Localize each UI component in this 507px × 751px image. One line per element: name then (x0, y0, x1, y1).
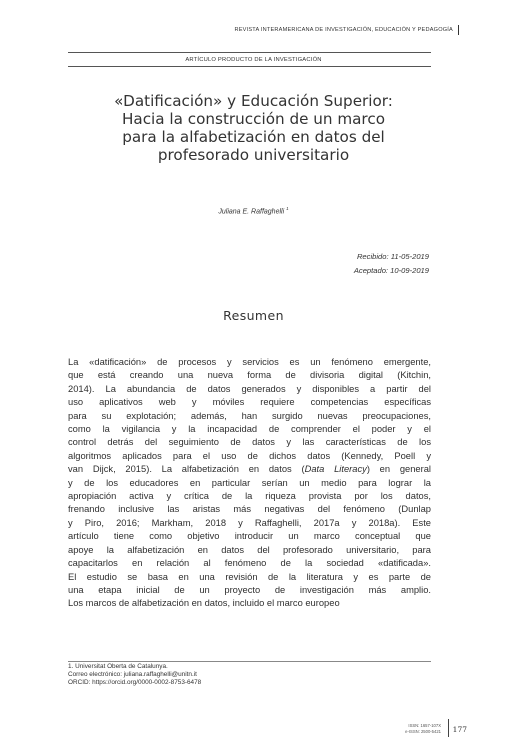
italic-term: Data Literacy (304, 464, 367, 475)
title-line: Hacia la construcción de un marco (121, 110, 385, 128)
issn-divider (448, 719, 449, 737)
section-rule-top (68, 52, 431, 53)
abstract-line: y de los educadores en particular serían un medio para lograr la (68, 477, 431, 488)
abstract-body (68, 356, 431, 611)
abstract-line: El estudio se basa en una revisión de la literatura y es parte de (68, 571, 431, 582)
footnote-orcid: ORCID: https://orcid.org/0000-0002-8753-6478 (68, 679, 202, 686)
abstract-line: frenando inclusive las aristas más negativas del fenómeno (Dunlap (68, 504, 431, 515)
footnote-affiliation: 1. Universitat Oberta de Catalunya. (68, 663, 168, 670)
title-line: profesorado universitario (157, 146, 350, 164)
abstract-line: capacitarlos en relación al fenómeno de la sociedad «datificada». (68, 558, 431, 569)
author-line (0, 206, 507, 215)
footnotes (68, 663, 431, 687)
author-footnote-mark: 1 (286, 206, 289, 211)
abstract-heading: Resumen (223, 308, 284, 323)
abstract-line: que está creando una nueva forma de divisoria digital (Kitchin, (68, 370, 431, 381)
abstract-line: para su explotación; además, han surgido nuevas preocupaciones, (68, 410, 431, 421)
author-name: Juliana E. Raffaghelli (218, 208, 285, 216)
received-date: Recibido: 11-05-2019 (356, 252, 429, 261)
section-label: ARTÍCULO PRODUCTO DE LA INVESTIGACIÓN (185, 57, 322, 63)
abstract-line: apropiación activa y crítica de la riqueza provista por los datos, (68, 491, 431, 502)
footnote-rule (68, 661, 431, 662)
title-line: para la alfabetización en datos del (122, 128, 385, 146)
abstract-line: uso aplicativos web y móviles requiere competencias específicas (68, 397, 431, 408)
header-divider (458, 25, 459, 35)
abstract-line: como la vigilancia y la incapacidad de comprender el poder y el (68, 424, 431, 435)
title-line: «Datificación» y Educación Superior: (114, 92, 393, 110)
abstract-line: y Piro, 2016; Markham, 2018 y Raffaghelli, 2017a y 2018a). Este (68, 517, 431, 528)
abstract-line: una etapa inicial de un proyecto de investigación más amplio. (68, 584, 431, 595)
page-number: 177 (452, 725, 467, 734)
issn: ISSN: 1657-107X (408, 723, 441, 728)
footnote-email: Correo electrónico: juliana.raffaghelli@unitn.it (68, 671, 197, 678)
section-rule-bottom (68, 66, 431, 67)
eissn: e-ISSN: 2500-5421 (405, 729, 441, 734)
article-dates (354, 250, 429, 278)
abstract-text: van Dijck, 2015). La alfabetización en datos ( (68, 464, 305, 475)
abstract-line: Los marcos de alfabetización en datos, incluido el marco europeo (68, 598, 340, 609)
abstract-line: artículo tiene como objetivo introducir un marco conceptual que (68, 531, 431, 542)
abstract-line-with-italic (68, 463, 431, 476)
issn-block (405, 723, 441, 735)
abstract-line: control detrás del seguimiento de datos y las características de los (68, 437, 431, 448)
abstract-line: algoritmos aplicados para el uso de dichos datos (Kennedy, Poell y (68, 450, 431, 461)
abstract-text: ) en general (366, 464, 431, 475)
article-title (68, 92, 439, 164)
accepted-date: Aceptado: 10-09-2019 (353, 266, 429, 275)
abstract-line: La «datificación» de procesos y servicios es un fenómeno emergente, (68, 357, 431, 367)
journal-running-header: REVISTA INTERAMERICANA DE INVESTIGACIÓN, EDUCACIÓN Y PEDAGOGÍA (234, 27, 453, 33)
abstract-line: 2014). La abundancia de datos generados y disponibles a partir del (68, 383, 431, 394)
abstract-line: apoye la alfabetización en datos del profesorado universitario, para (68, 544, 431, 555)
